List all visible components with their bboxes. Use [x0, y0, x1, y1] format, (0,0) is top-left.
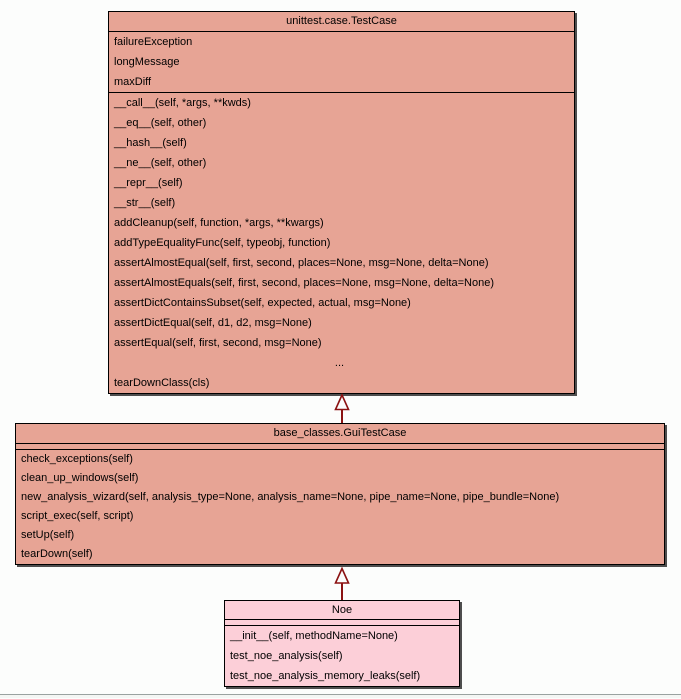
methods-compartment [109, 93, 574, 393]
method-row: addCleanup(self, function, *args, **kwargs) [114, 217, 324, 229]
method-row: check_exceptions(self) [21, 453, 133, 465]
method-row: assertAlmostEqual(self, first, second, places=None, msg=None, delta=None) [114, 257, 489, 269]
methods-compartment [225, 626, 459, 686]
method-row: setUp(self) [21, 529, 75, 541]
method-row: __init__(self, methodName=None) [230, 630, 398, 642]
class-title-testcase: unittest.case.TestCase [109, 12, 574, 32]
method-row: clean_up_windows(self) [21, 472, 139, 484]
class-box-noe [224, 600, 460, 687]
attribute-row: maxDiff [114, 76, 152, 88]
class-title-guitestcase: base_classes.GuiTestCase [16, 424, 664, 444]
method-row: test_noe_analysis_memory_leaks(self) [230, 670, 421, 682]
attribute-row: failureException [114, 36, 193, 48]
method-row: assertEqual(self, first, second, msg=None) [114, 337, 322, 349]
method-row: __hash__(self) [114, 137, 187, 149]
class-box-testcase [108, 11, 575, 394]
class-title-noe: Noe [225, 601, 459, 620]
method-row: addTypeEqualityFunc(self, typeobj, function) [114, 237, 331, 249]
attribute-row: longMessage [114, 56, 180, 68]
inheritance-arrow-guitestcase-to-testcase [334, 394, 350, 423]
ellipsis-row: ... [334, 357, 345, 369]
method-row: assertDictEqual(self, d1, d2, msg=None) [114, 317, 312, 329]
method-row: __call__(self, *args, **kwds) [114, 97, 251, 109]
method-row: tearDown(self) [21, 548, 93, 560]
method-row: tearDownClass(cls) [114, 377, 210, 389]
methods-compartment [16, 450, 664, 564]
attributes-compartment [109, 32, 574, 93]
method-row: __str__(self) [114, 197, 176, 209]
inheritance-arrow-noe-to-guitestcase [334, 567, 350, 600]
method-row: assertAlmostEquals(self, first, second, places=None, msg=None, delta=None) [114, 277, 494, 289]
method-row: __ne__(self, other) [114, 157, 207, 169]
class-box-guitestcase [15, 423, 665, 565]
method-row: __eq__(self, other) [114, 117, 207, 129]
window-bottom-separator [0, 694, 681, 698]
method-row: test_noe_analysis(self) [230, 650, 343, 662]
method-row: script_exec(self, script) [21, 510, 134, 522]
method-row: new_analysis_wizard(self, analysis_type=None, analysis_name=None, pipe_name=None, pipe_bundle=None) [21, 491, 560, 503]
method-row: assertDictContainsSubset(self, expected, actual, msg=None) [114, 297, 411, 309]
method-row: __repr__(self) [114, 177, 183, 189]
